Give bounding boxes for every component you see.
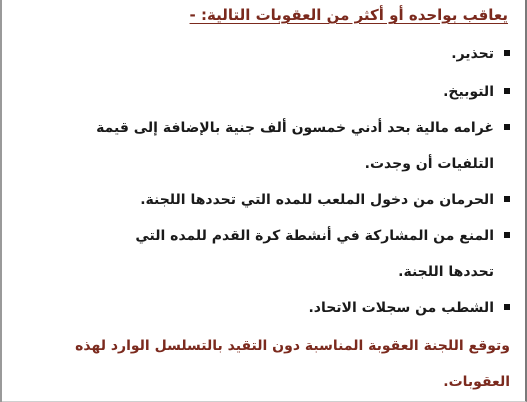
- penalty-item-fine-continuation: التلفيات أن وجدت.: [364, 156, 494, 172]
- closing-note-line-2: العقوبات.: [443, 374, 510, 390]
- penalty-item-fine: [96, 118, 514, 138]
- bullet-icon: [504, 196, 510, 202]
- penalties-heading: يعاقب بواحده أو أكثر من العقوبات التالية: -: [189, 6, 508, 24]
- penalty-item-activity-ban: [135, 226, 514, 246]
- penalty-item-activity-ban-continuation: تحددها اللجنة.: [398, 264, 494, 280]
- bullet-icon: [504, 50, 510, 56]
- page-edge-rule: [0, 0, 2, 402]
- penalty-item-reprimand: [443, 82, 514, 102]
- penalty-label: تحذير.: [451, 46, 494, 62]
- closing-note-line-1: وتوقع اللجنة العقوبة المناسبة دون التقيد بالتسلسل الوارد لهذه: [75, 338, 510, 354]
- penalty-label: الشطب من سجلات الاتحاد.: [308, 300, 494, 316]
- document-page: [14, 0, 514, 402]
- penalty-item-expulsion: [308, 298, 514, 318]
- penalty-label: المنع من المشاركة في أنشطة كرة القدم للمده التي: [135, 228, 494, 244]
- penalty-item-warning: [451, 44, 514, 64]
- bullet-icon: [504, 88, 510, 94]
- bullet-icon: [504, 124, 510, 130]
- penalty-label: غرامه مالية بحد أدني خمسون ألف جنية بالإضافة إلى قيمة: [96, 120, 494, 136]
- penalty-item-stadium-ban: [140, 190, 514, 210]
- bullet-icon: [504, 232, 510, 238]
- bullet-icon: [504, 304, 510, 310]
- penalty-label: الحرمان من دخول الملعب للمده التي تحددها اللجنة.: [140, 192, 494, 208]
- penalty-label: التوبيخ.: [443, 84, 494, 100]
